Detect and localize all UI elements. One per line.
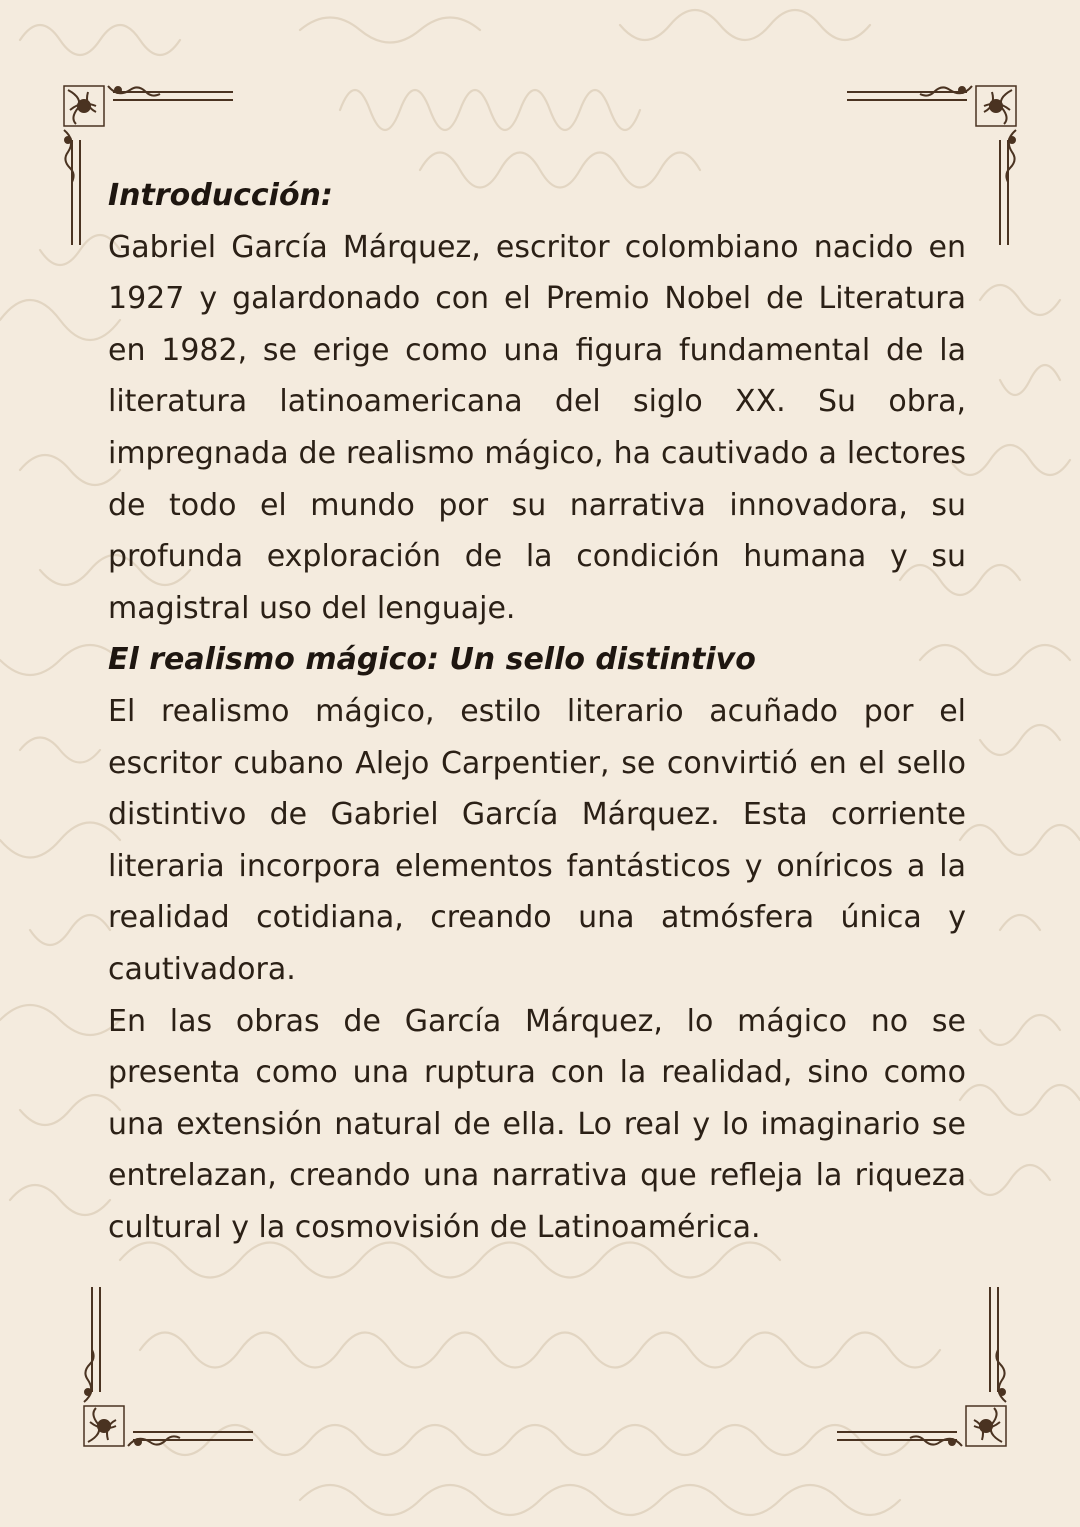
intro-heading: Introducción: — [108, 178, 333, 213]
document-body — [108, 170, 966, 1253]
section-paragraph-2: En las obras de García Márquez, lo mágico no se presenta como una ruptura con la realidad, sino como una extensión natural de ella. Lo real y lo imaginario se entrelazan, creando una narrativa que refleja la riqueza cultural y la cosmovisión de Latinoamérica. — [108, 1003, 966, 1245]
section-heading: El realismo mágico: Un sello distintivo — [108, 642, 756, 678]
corner-ornament-bottom-right-icon — [832, 1272, 1012, 1452]
corner-ornament-bottom-left-icon — [78, 1272, 258, 1452]
section-paragraph-1: El realismo mágico, estilo literario acuñado por el escritor cubano Alejo Carpentier, se convirtió en el sello distintivo de Gabriel García Márquez. Esta corriente literaria incorpora elementos fantásticos y oníricos a la realidad cotidiana, creando una atmósfera única y cautivadora. — [108, 693, 966, 987]
intro-paragraph: Gabriel García Márquez, escritor colombiano nacido en 1927 y galardonado con el Premio Nobel de Literatura en 1982, se erige como una figura fundamental de la literatura latinoamericana del siglo XX. Su obra, impregnada de realismo mágico, ha cautivado a lectores de todo el mundo por su narrativa innovadora, su profunda exploración de la condición humana y su magistral uso del lenguaje. — [108, 229, 966, 626]
